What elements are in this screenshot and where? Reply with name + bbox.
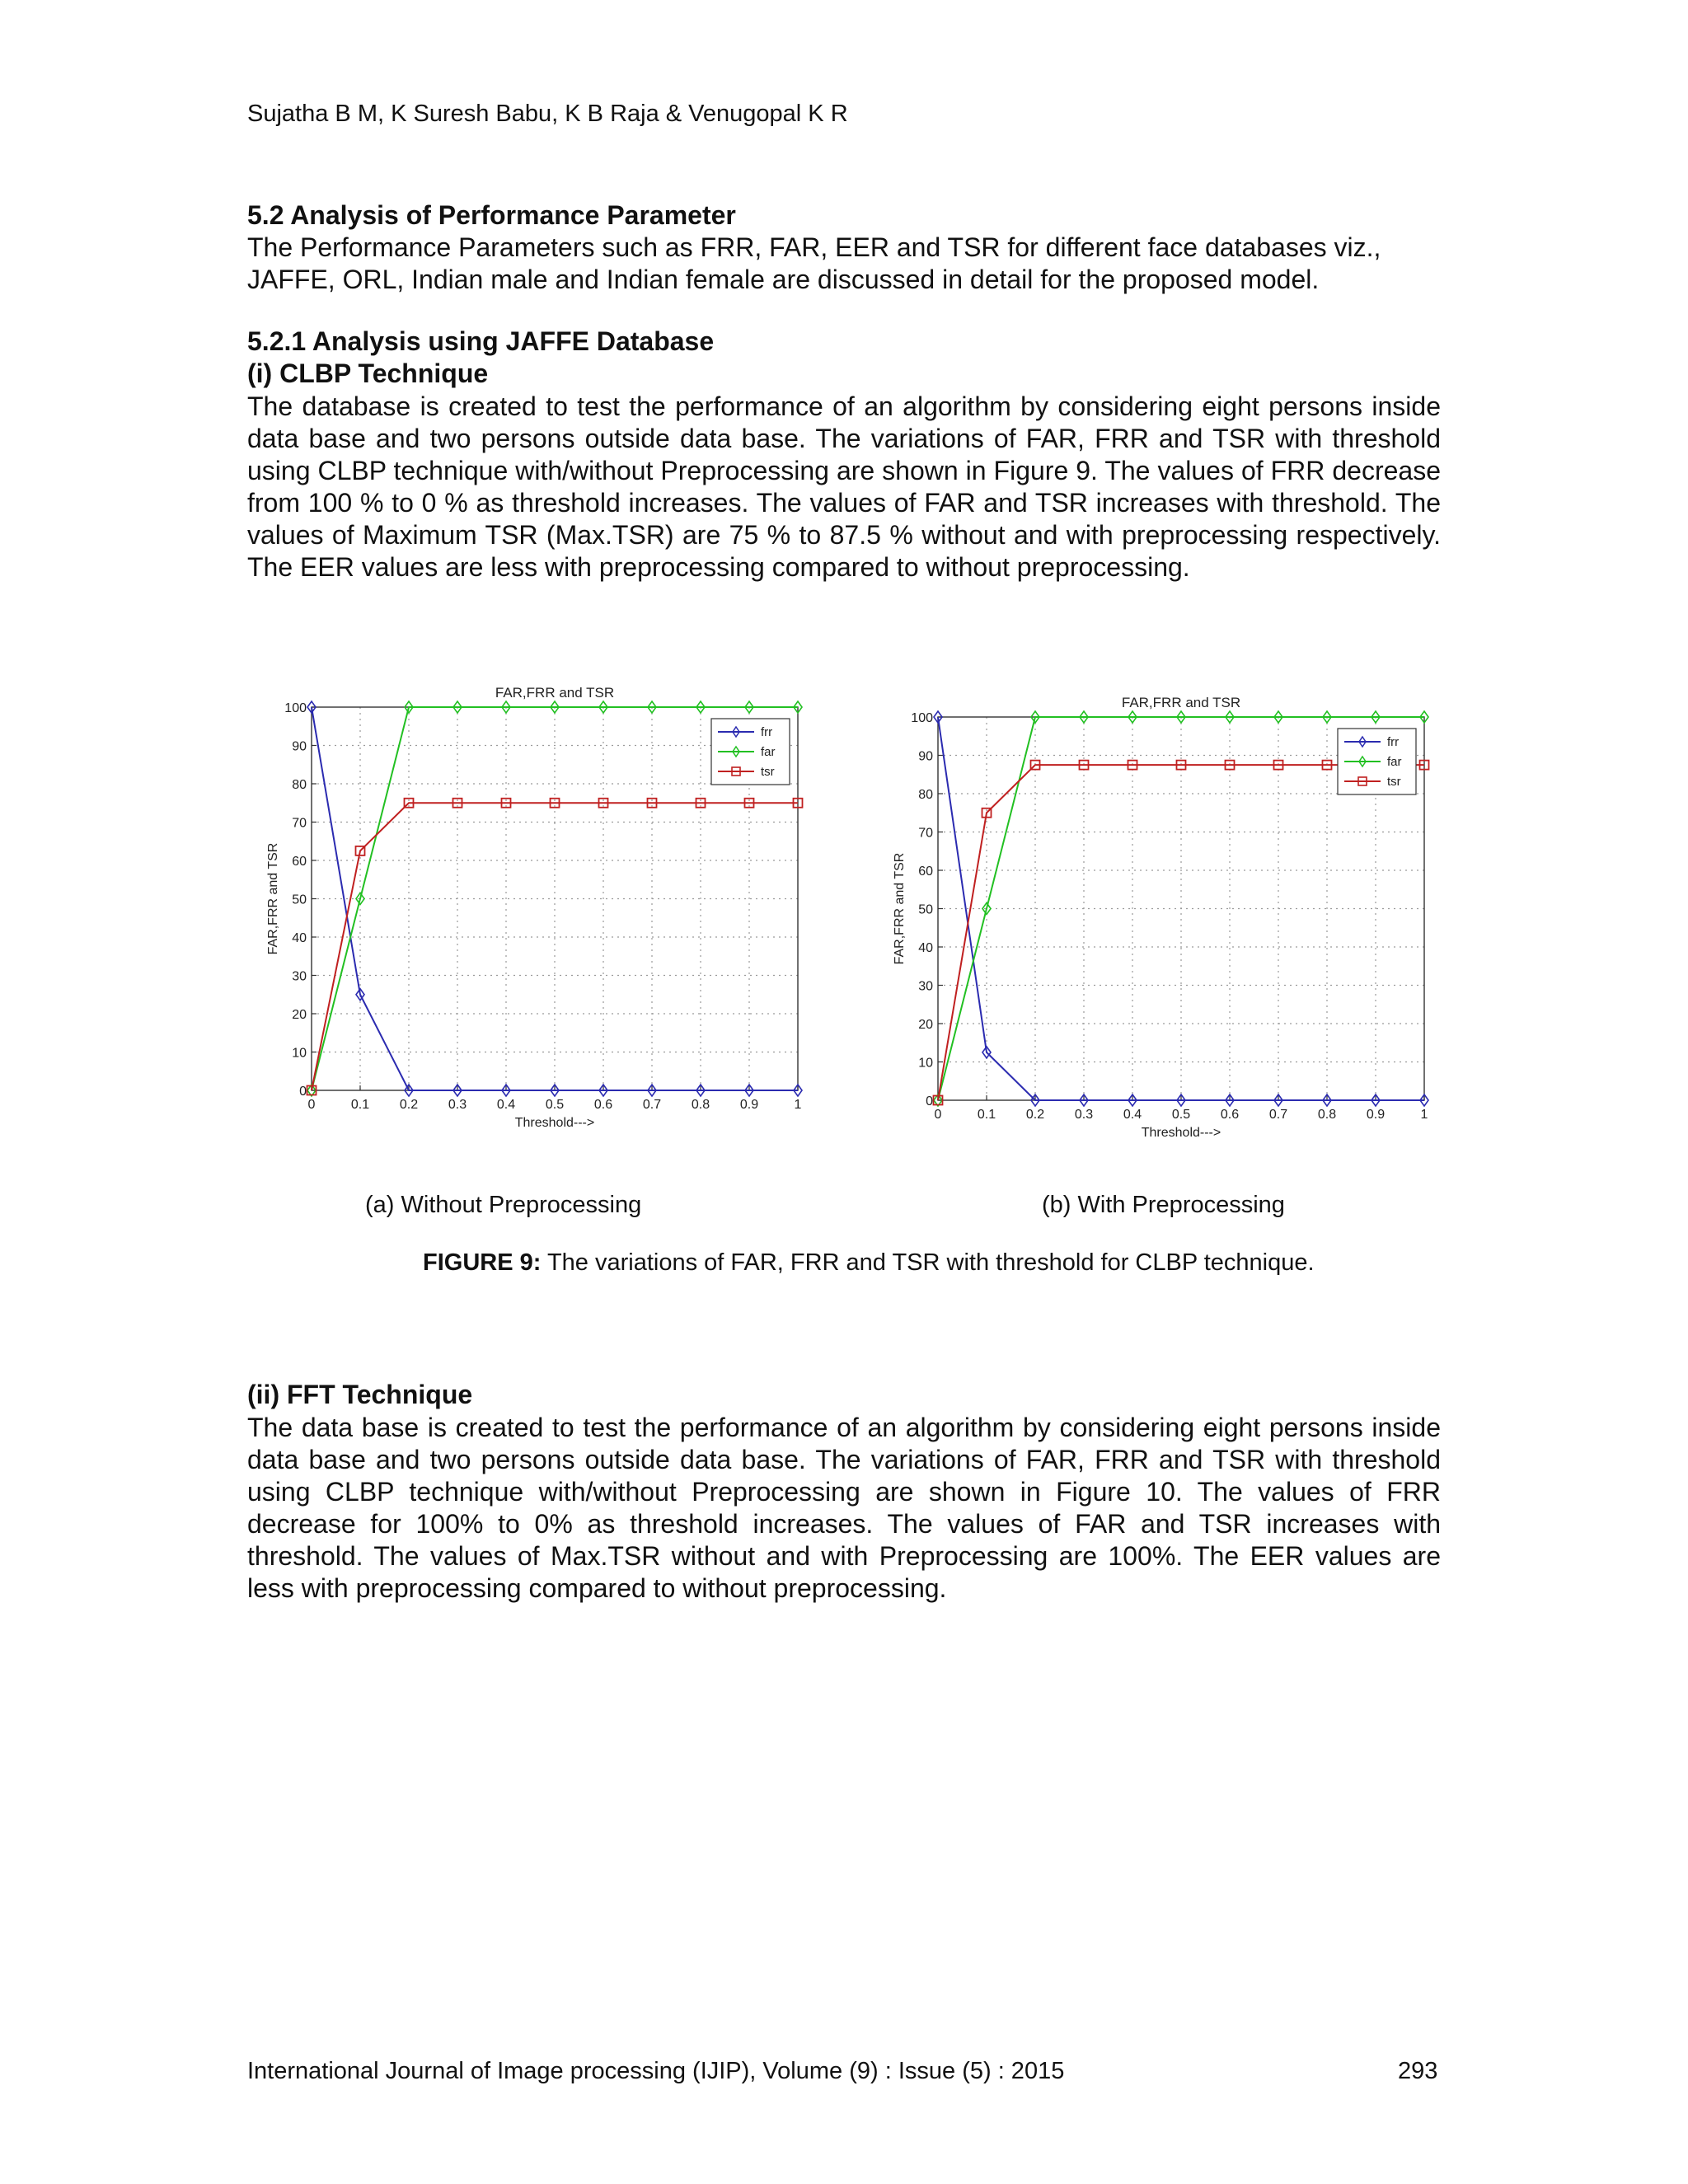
y-tick-label: 70 [292, 816, 307, 831]
x-tick-label: 0 [307, 1098, 316, 1112]
chart-title: FAR,FRR and TSR [1121, 695, 1241, 710]
footer-journal: International Journal of Image processing (IJIP), Volume (9) : Issue (5) : 2015 [247, 2058, 1065, 2084]
fft-paragraph: The data base is created to test the performance of an algorithm by considering eight persons inside data base and two persons outside data base. The variations of FAR, FRR and TSR with threshold using CLBP technique with/without Preprocessing are shown in Figure 10. The values of FRR decrease for 100% to 0% as threshold increases. The values of FAR and TSR increases with threshold. The values of Max.TSR without and with Preprocessing are 100%. The EER values are less with preprocessing compared to without preprocessing. [247, 1413, 1441, 1603]
section-5-2-line-2: JAFFE, ORL, Indian male and Indian female are discussed in detail for the proposed model. [247, 265, 1320, 294]
x-tick-label: 0.5 [1171, 1108, 1191, 1122]
x-tick-label: 1 [1420, 1108, 1428, 1122]
x-axis-label: Threshold---> [514, 1116, 595, 1130]
x-tick-label: 0.3 [448, 1098, 467, 1112]
legend-label-far: far [1387, 755, 1402, 769]
x-tick-label: 0.6 [1220, 1108, 1240, 1122]
section-heading-5-2-1: 5.2.1 Analysis using JAFFE Database [247, 326, 715, 356]
y-tick-label: 10 [292, 1046, 307, 1061]
y-tick-label: 10 [918, 1056, 933, 1071]
section-5-2-line-1: The Performance Parameters such as FRR, FAR, EER and TSR for different face databases viz., [247, 232, 1381, 262]
clbp-paragraph: The database is created to test the performance of an algorithm by considering eight persons inside data base and two persons outside data base. The variations of FAR, FRR and TSR with threshold using CLBP technique with/without Preprocessing are shown in Figure 9. The values of FRR decrease from 100 % to 0 % as threshold increases. The values of FAR and TSR increases with threshold. The values of Maximum TSR (Max.TSR) are 75 % to 87.5 % without and with preprocessing respectively. The EER values are less with preprocessing compared to without preprocessing. [247, 391, 1441, 582]
y-tick-label: 90 [918, 749, 933, 764]
footer-page-number: 293 [1398, 2058, 1438, 2084]
subcaption-a: (a) Without Preprocessing [365, 1192, 642, 1218]
y-tick-label: 90 [292, 739, 307, 754]
y-tick-label: 50 [918, 902, 933, 917]
chart-with-preprocessing [874, 686, 1451, 1147]
y-tick-label: 70 [918, 826, 933, 841]
y-tick-label: 60 [292, 855, 307, 869]
figure-caption-text: The variations of FAR, FRR and TSR with threshold for CLBP technique. [541, 1249, 1315, 1276]
subheading-clbp: (i) CLBP Technique [247, 359, 489, 388]
y-tick-label: 20 [292, 1008, 307, 1022]
figure-label: FIGURE 9: [423, 1249, 542, 1276]
legend-label-tsr: tsr [1387, 775, 1401, 789]
x-tick-label: 0.3 [1074, 1108, 1094, 1122]
running-header: Sujatha B M, K Suresh Babu, K B Raja & Venugopal K R [247, 101, 848, 127]
y-tick-label: 20 [918, 1018, 933, 1032]
y-tick-label: 60 [918, 865, 933, 879]
x-tick-label: 0.7 [1268, 1108, 1288, 1122]
x-tick-label: 0.8 [691, 1098, 710, 1112]
x-tick-label: 1 [794, 1098, 802, 1112]
legend-label-far: far [761, 745, 776, 759]
x-tick-label: 0.4 [1123, 1108, 1142, 1122]
y-tick-label: 80 [292, 778, 307, 792]
chart-without-preprocessing [247, 676, 824, 1137]
section-heading-5-2: 5.2 Analysis of Performance Parameter [247, 200, 736, 230]
x-tick-label: 0.4 [496, 1098, 516, 1112]
y-tick-label: 100 [284, 701, 307, 715]
figure-caption [423, 1249, 1315, 1277]
x-tick-label: 0.2 [399, 1098, 419, 1112]
x-tick-label: 0.1 [977, 1108, 996, 1122]
x-tick-label: 0.1 [350, 1098, 370, 1112]
y-tick-label: 30 [292, 969, 307, 984]
y-tick-label: 30 [918, 979, 933, 994]
x-tick-label: 0.8 [1317, 1108, 1337, 1122]
legend-label-frr: frr [1387, 735, 1400, 749]
x-axis-label: Threshold---> [1141, 1126, 1221, 1140]
x-tick-label: 0.9 [1366, 1108, 1386, 1122]
subheading-fft: (ii) FFT Technique [247, 1380, 473, 1409]
x-tick-label: 0 [934, 1108, 942, 1122]
legend-label-frr: frr [761, 725, 773, 739]
y-tick-label: 100 [911, 711, 933, 725]
y-tick-label: 0 [926, 1094, 933, 1108]
y-tick-label: 40 [292, 931, 307, 945]
y-tick-label: 0 [299, 1085, 307, 1099]
y-tick-label: 80 [918, 788, 933, 802]
y-tick-label: 40 [918, 941, 933, 955]
x-tick-label: 0.6 [593, 1098, 613, 1112]
x-tick-label: 0.7 [642, 1098, 662, 1112]
x-tick-label: 0.9 [739, 1098, 759, 1112]
x-tick-label: 0.2 [1025, 1108, 1045, 1122]
chart-title: FAR,FRR and TSR [495, 685, 615, 701]
y-axis-label: FAR,FRR and TSR [893, 852, 907, 965]
subcaption-b: (b) With Preprocessing [1042, 1192, 1285, 1218]
legend-label-tsr: tsr [761, 765, 775, 779]
y-axis-label: FAR,FRR and TSR [266, 842, 280, 955]
section-5-2-text [247, 232, 1381, 296]
x-tick-label: 0.5 [545, 1098, 565, 1112]
y-tick-label: 50 [292, 893, 307, 907]
